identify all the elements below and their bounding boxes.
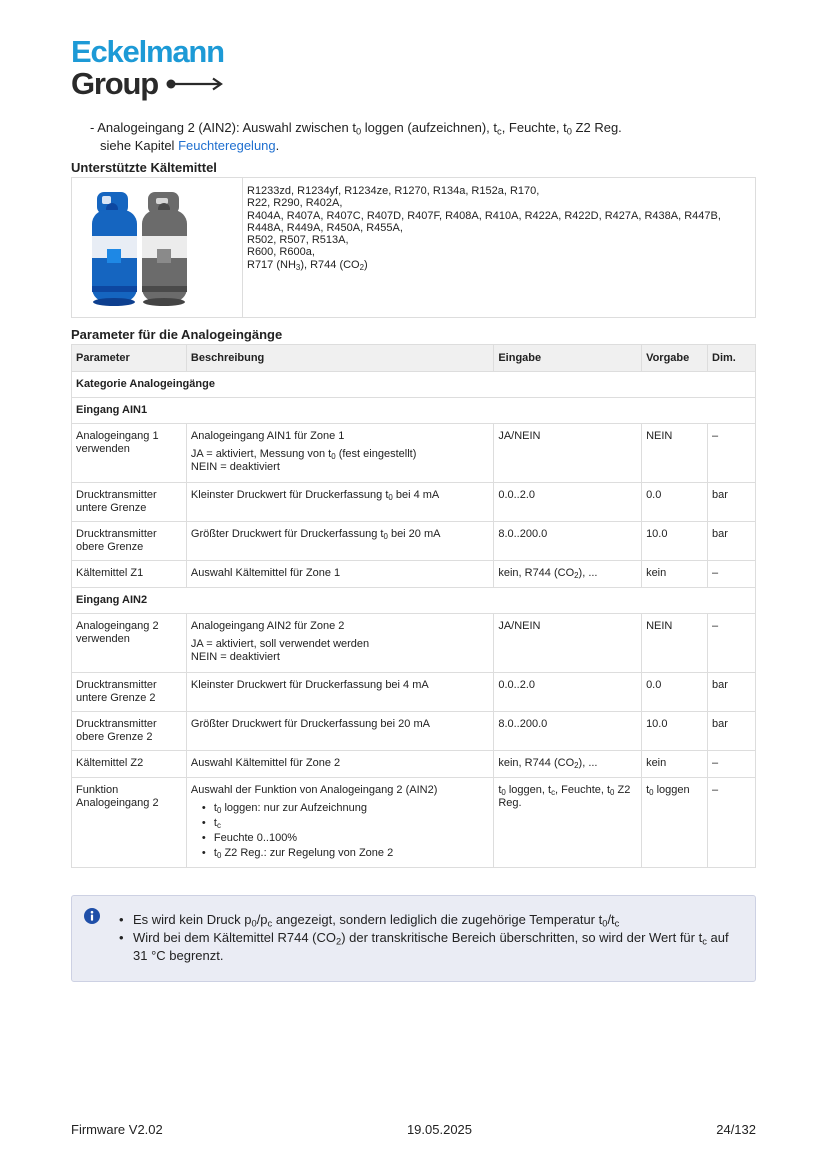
footer-date: 19.05.2025 (406, 1122, 473, 1137)
link-feuchteregelung[interactable]: Feuchteregelung (178, 138, 276, 153)
intro-text: - Analogeingang 2 (AIN2): Auswahl zwischen $t_0$ loggen (aufzeichnen), $t_c$, Feuchte, $t_0$ Z2 Reg. siehe Kapitel Feuchteregelung. (90, 120, 622, 153)
table-row-section-ain2: Eingang AIN2 (72, 588, 756, 614)
note-item: • Wird bei dem Kältemittel R744 $(CO_2)$ der transkritische Bereich überschritten, so wird der Wert für $t_c$ auf 31 °C begrenzt. (117, 929, 742, 965)
arrow-right-icon (166, 77, 224, 91)
footer-firmware: Firmware V2.02 (71, 1122, 163, 1137)
table-row: Drucktransmitter obere Grenze Größter Druckwert für Druckerfassung $t_0$ bei 20 mA 8.0..200.0 10.0 bar (72, 522, 756, 561)
logo-line-eckelmann: Eckelmann (71, 34, 224, 69)
refrigerant-list: R1233zd, R1234yf, R1234ze, R1270, R134a, R152a, R170, R22, R290, R402A, R404A, R407A, R407C, R407D, R407F, R408A, R410A, R422A, R422D, R427A, R438A, R447B, R448A, R449A, R450A, R455A, R502, R507, R513A, R600, R600a, R717 $(NH_3)$, R744 $(CO_2)$ (247, 185, 721, 272)
table-row-category: Kategorie Analogeingänge (72, 372, 756, 398)
info-icon (84, 908, 100, 924)
heading-refrigerants: Unterstützte Kältemittel (71, 160, 217, 175)
table-row: Drucktransmitter obere Grenze 2 Größter Druckwert für Druckerfassung bei 20 mA 8.0..200.0 10.0 bar (72, 712, 756, 751)
logo-line-group: Group (71, 66, 158, 101)
table-row: Analogeingang 2 verwenden Analogeingang AIN2 für Zone 2 JA = aktiviert, soll verwendet werden NEIN = deaktiviert JA/NEIN NEIN – (72, 614, 756, 673)
table-row: Kältemittel Z1 Auswahl Kältemittel für Zone 1 kein, R744 $(CO_2)$, ... kein – (72, 561, 756, 588)
table-row: Kältemittel Z2 Auswahl Kältemittel für Zone 2 kein, R744 $(CO_2)$, ... kein – (72, 751, 756, 778)
refrigerants-table (71, 177, 756, 318)
table-row: Drucktransmitter untere Grenze Kleinster Druckwert für Druckerfassung $t_0$ bei 4 mA 0.0..2.0 0.0 bar (72, 483, 756, 522)
cylinders-image (72, 178, 243, 317)
info-note (71, 895, 756, 982)
gas-cylinders-icon (72, 178, 243, 317)
table-row: Analogeingang 1 verwenden Analogeingang AIN1 für Zone 1 JA = aktiviert, Messung von $t_0$ (fest eingestellt) NEIN = deaktiviert JA/NEIN NEIN – (72, 424, 756, 483)
table-row: Funktion Analogeingang 2 Auswahl der Funktion von Analogeingang 2 (AIN2) • $t_0$ loggen: nur zur Aufzeichnung • $t_c$ • Feuchte 0..100% • $t_0$ Z2 Reg.: zur Regelung von Zone 2 $t_0$ loggen, $t_c$, Feuchte, $t_0$ Z2 Reg. $t_0$ loggen – (72, 778, 756, 868)
note-item: • Es wird kein Druck $p_0/p_c$ angezeigt, sondern lediglich die zugehörige Temperatur $t_0/t_c$ (117, 911, 742, 929)
table-row: Drucktransmitter untere Grenze 2 Kleinster Druckwert für Druckerfassung bei 4 mA 0.0..2.0 0.0 bar (72, 673, 756, 712)
table-row-section-ain1: Eingang AIN1 (72, 398, 756, 424)
company-logo (71, 36, 224, 100)
page-footer (71, 1122, 756, 1137)
table-header-row: Parameter Beschreibung Eingabe Vorgabe Dim. (72, 345, 756, 372)
heading-params: Parameter für die Analogeingänge (71, 327, 283, 342)
params-table (71, 344, 756, 868)
footer-page-number: 24/132 (716, 1122, 756, 1137)
